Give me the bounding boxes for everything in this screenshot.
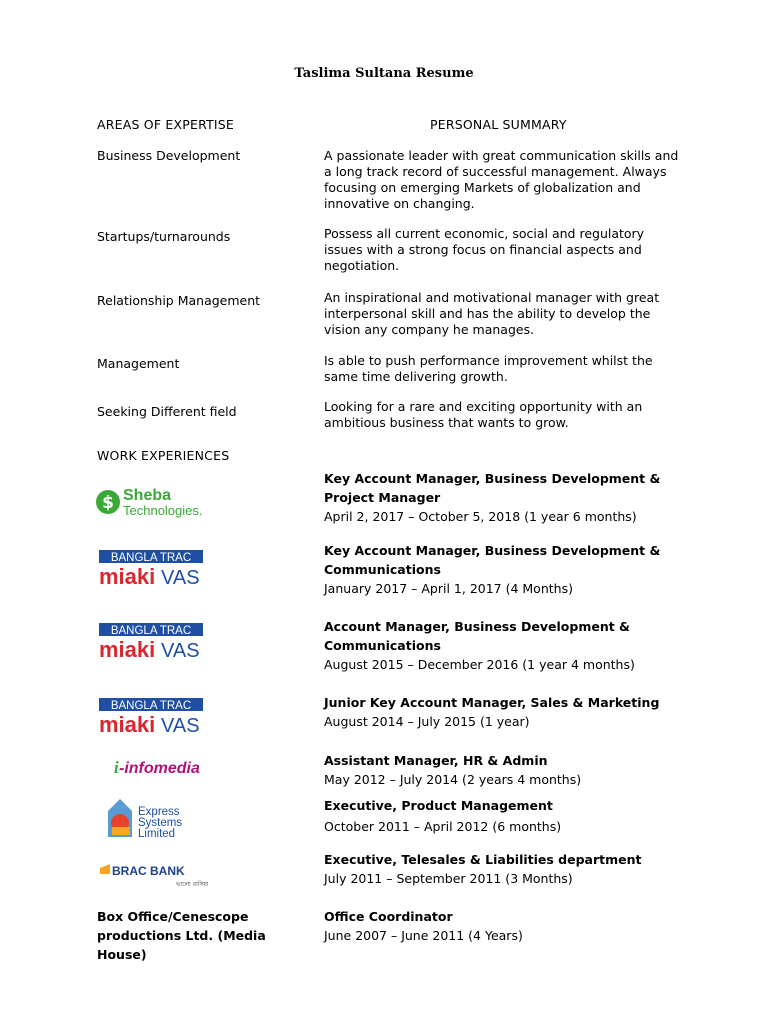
summary-header: PERSONAL SUMMARY	[430, 117, 567, 132]
expertise-label: Seeking Different field	[97, 404, 237, 419]
expertise-header: AREAS OF EXPERTISE	[97, 117, 235, 132]
job-title: Office Coordinator	[324, 909, 453, 924]
svg-text:-infomedia: -infomedia	[119, 760, 200, 777]
svg-text:BRAC BANK: BRAC BANK	[112, 864, 185, 878]
miaki-logo	[95, 697, 205, 735]
express-systems-logo	[106, 797, 216, 841]
svg-text:Express: Express	[138, 806, 180, 818]
job-entry	[324, 796, 684, 836]
job-title: Account Manager, Business Development & Communications	[324, 619, 630, 653]
svg-text:Limited: Limited	[138, 828, 176, 840]
job-dates: August 2015 – December 2016 (1 year 4 months)	[324, 657, 635, 672]
svg-text:$: $	[102, 493, 114, 513]
expertise-label: Management	[97, 356, 180, 371]
svg-text:BANGLA TRAC: BANGLA TRAC	[110, 552, 192, 564]
job-dates: May 2012 – July 2014 (2 years 4 months)	[324, 772, 582, 787]
job-dates: July 2011 – September 2011 (3 Months)	[324, 871, 573, 886]
svg-text:miaki: miaki	[99, 564, 156, 587]
job-dates: June 2007 – June 2011 (4 Years)	[324, 928, 523, 943]
expertise-label: Relationship Management	[97, 293, 261, 308]
job-title: Assistant Manager, HR & Admin	[324, 753, 548, 768]
summary-paragraph: An inspirational and motivational manager with great interpersonal skill and has the ability to develop the vision any company he manages.	[324, 290, 660, 337]
miaki-logo	[95, 549, 205, 587]
svg-text:BANGLA TRAC: BANGLA TRAC	[110, 700, 192, 712]
miaki-logo	[95, 622, 205, 660]
job-title: Executive, Product Management	[324, 798, 553, 813]
svg-text:miaki: miaki	[99, 637, 156, 660]
job-title: Key Account Manager, Business Development & Project Manager	[324, 471, 661, 505]
job-dates: April 2, 2017 – October 5, 2018 (1 year 6 months)	[324, 509, 637, 524]
job-title: Junior Key Account Manager, Sales & Marketing	[324, 695, 660, 710]
job-dates: August 2014 – July 2015 (1 year)	[324, 714, 530, 729]
job-entry	[324, 693, 684, 731]
expertise-label: Business Development	[97, 148, 241, 163]
sheba-name: Sheba	[123, 487, 172, 504]
svg-text:VAS: VAS	[161, 715, 200, 735]
sheba-logo	[95, 484, 215, 520]
summary-paragraph: Looking for a rare and exciting opportunity with an ambitious business that wants to grow.	[324, 399, 643, 430]
brac-bank-logo	[98, 862, 208, 890]
job-dates: January 2017 – April 1, 2017 (4 Months)	[324, 581, 573, 596]
job-entry	[324, 469, 684, 526]
svg-text:VAS: VAS	[161, 567, 200, 587]
job-entry	[324, 751, 684, 789]
svg-text:miaki: miaki	[99, 712, 156, 735]
job-entry	[324, 907, 684, 945]
sheba-sub: Technologies.	[123, 503, 203, 518]
job-entry	[324, 850, 684, 888]
infomedia-logo	[112, 754, 222, 780]
summary-paragraph: Is able to push performance improvement whilst the same time delivering growth.	[324, 353, 653, 384]
expertise-label: Startups/turnarounds	[97, 229, 231, 244]
svg-text:BANGLA TRAC: BANGLA TRAC	[110, 625, 192, 637]
svg-text:VAS: VAS	[161, 640, 200, 660]
job-dates: October 2011 – April 2012 (6 months)	[324, 819, 562, 834]
company-name: Box Office/Cenescope productions Ltd. (Media House)	[97, 909, 266, 962]
work-header: WORK EXPERIENCES	[97, 448, 230, 463]
svg-text:Systems: Systems	[138, 817, 183, 829]
summary-paragraph: Possess all current economic, social and regulatory issues with a strong focus on financial aspects and negotiation.	[324, 226, 645, 273]
summary-paragraph: A passionate leader with great communication skills and a long track record of successful management. Always focusing on emerging Markets of globalization and innovative on changing.	[324, 148, 679, 211]
job-entry	[324, 617, 684, 674]
svg-text:ভালো বাসিয়া: ভালো বাসিয়া	[176, 881, 208, 888]
job-title: Key Account Manager, Business Development & Communications	[324, 543, 661, 577]
job-entry	[324, 541, 684, 598]
page-title: Taslima Sultana Resume	[294, 66, 474, 81]
svg-text:i: i	[114, 758, 119, 777]
job-title: Executive, Telesales & Liabilities department	[324, 852, 642, 867]
